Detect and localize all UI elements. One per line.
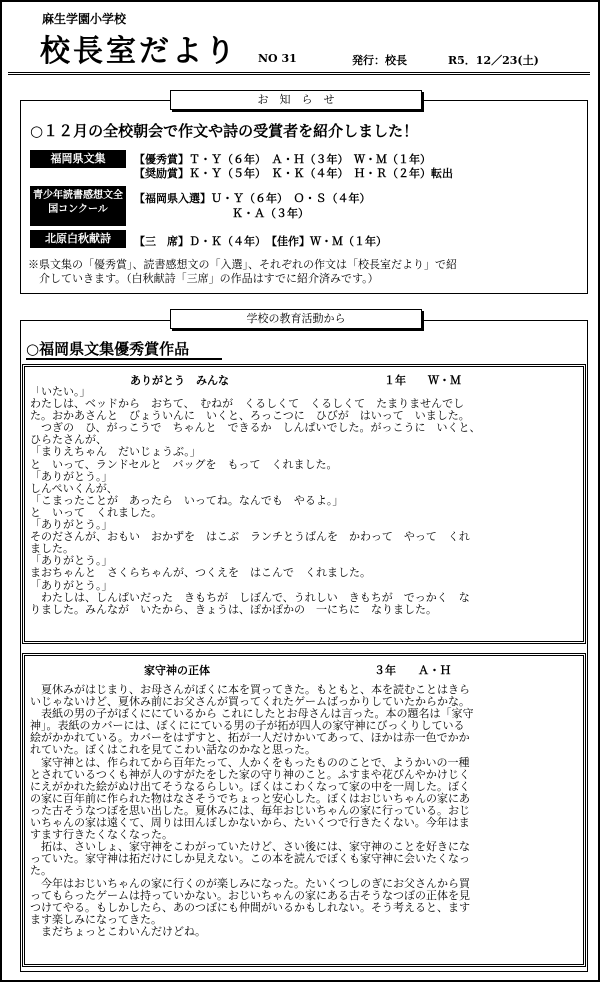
story-author: １年 Ｗ・Ｍ [384, 374, 461, 387]
heading-underline [26, 358, 222, 360]
notice-heading: ○１２月の全校朝会で作文や詩の受賞者を紹介しました！ [30, 122, 419, 140]
activities-section-label: 学校の教育活動から [170, 309, 422, 329]
notice-section-label: お 知 ら せ [170, 90, 422, 110]
award-line: 【奨励賞】Ｋ・Ｙ（５年） Ｋ・Ｋ（４年） Ｈ・Ｒ（２年）転出 [134, 167, 453, 180]
activities-heading: ○福岡県文集優秀賞作品 [26, 340, 190, 358]
issue-number: NO 31 [258, 52, 297, 65]
award-line: 【福岡県入選】Ｕ・Ｙ（６年） Ｏ・Ｓ（４年） [134, 192, 371, 205]
notice-note: ※県文集の「優秀賞」、読書感想文の「入選」、それぞれの作文は「校長室だより」で紹 介していきます。（白秋献詩「三席」の作品はすでに紹介済みです。） [28, 258, 457, 285]
story-body: 夏休みがはじまり、お母さんがぼくに本を買ってきた。もともと、本を読むことはきら いじゃないけど、夏休み前にお父さんが買ってくれたゲームばっかりしていたからかな。 表紙の男の子がぼくににているから これにしたとお母さんは言った。本の題名は「家守 神」。表紙のカバーには、ぼくににている男の子が拓が四人の家守神にびっくりしている 絵がかかれている。カバーをはずすと、拓が一人だけかいてあって、ほかは赤一色でかか れていた。ぼくはこれを見てこわい話なのかなと思った。 家守神とは、作られてから百年たって、人かくをもったもののことで、ようかいの一種 とされているつくも神が人のすがたをした家の守り神のこと。ふすまや花びんやかけじく にえがかれた絵がぬけ出てそうなるらしい。ぼくはこわくなって家の中を一周した。ぼく の家に百年前に作られた物はなさそうでちょっと安心した。ぼくはおじいちゃんの家にあ った古そうなつぼを思い出した。夏休みには、毎年おじいちゃんの家に行っている。おじ いちゃんの家は遠くて、周りは田んぼしかないから、たいくつで行きたくない。今年はま すます行きたくなくなった。 拓は、さいしょ、家守神をこわがっていたけど、さい後には、家守神のことを好きにな っていた。家守神は拓だけにしか見えない。この本を読んでぼくも家守神に会いたくなっ た。 今年はおじいちゃんの家に行くのが楽しみになった。たいくつしのぎにお父さんから買 ってもらったゲームは持っていかない。おじいちゃんの家にある古そうなつぼの正体を見 つけてやる。もしかしたら、あのつぼにも仲間がいるかもしれない。そう考えると、ます ます楽しみになってきた。 まだちょっとこわいんだけどね。 [30, 684, 474, 938]
issue-date: R5．12／23(土) [448, 54, 539, 67]
story-title: 家守神の正体 [144, 664, 210, 677]
award-label-reading: 青少年読書感想文全国コンクール [30, 186, 126, 226]
issuer: 発行：校長 [352, 54, 407, 67]
award-line: Ｋ・Ａ（３年） [232, 207, 309, 220]
award-line: 【三 席】Ｄ・Ｋ（４年） 【佳作】Ｗ・Ｍ（１年） [134, 235, 387, 248]
award-label-hakushu: 北原白秋献詩 [30, 230, 126, 248]
award-line: 【優秀賞】Ｔ・Ｙ（６年） Ａ・Ｈ（３年） Ｗ・Ｍ（１年） [134, 153, 431, 166]
story-body: 「いたい。」 わたしは、ベッドから おちて、 むねが くるしくて くるしくて たまりませんでし た。おかあさんと びょういんに いくと、ろっこつに ひびが はいって いました。 つぎの ひ、がっこうで ちゃんと できるか しんぱいでした。がっこうに いくと、 ひらたさんが、 「まりえちゃん だいじょうぶ。」 と いって、ランドセルと バッグを もって くれました。 「ありがとう。」 しんぺいくんが、 「こまったことが あったら いってね。なんでも やるよ。」 と いって くれました。 「ありがとう。」 そのださんが、おもい おかずを はこぶ ランチとうばんを かわって やって くれ ました。 「ありがとう。」 まおちゃんと さくらちゃんが、つくえを はこんで くれました。 「ありがとう。」 わたしは、しんぱいだった きもちが しぼんで、うれしい きもちが でっかく な りました。みんなが いたから、きょうは、ぽかぽかの 一にちに なりました。 [30, 386, 481, 616]
award-label-prefecture: 福岡県文集 [30, 150, 126, 168]
title-rule [8, 72, 590, 75]
newsletter-title: 校長室だより [40, 34, 238, 69]
story-author: ３年 Ａ・Ｈ [374, 664, 451, 677]
story-title: ありがとう みんな [130, 374, 229, 387]
school-name: 麻生学園小学校 [42, 12, 127, 26]
